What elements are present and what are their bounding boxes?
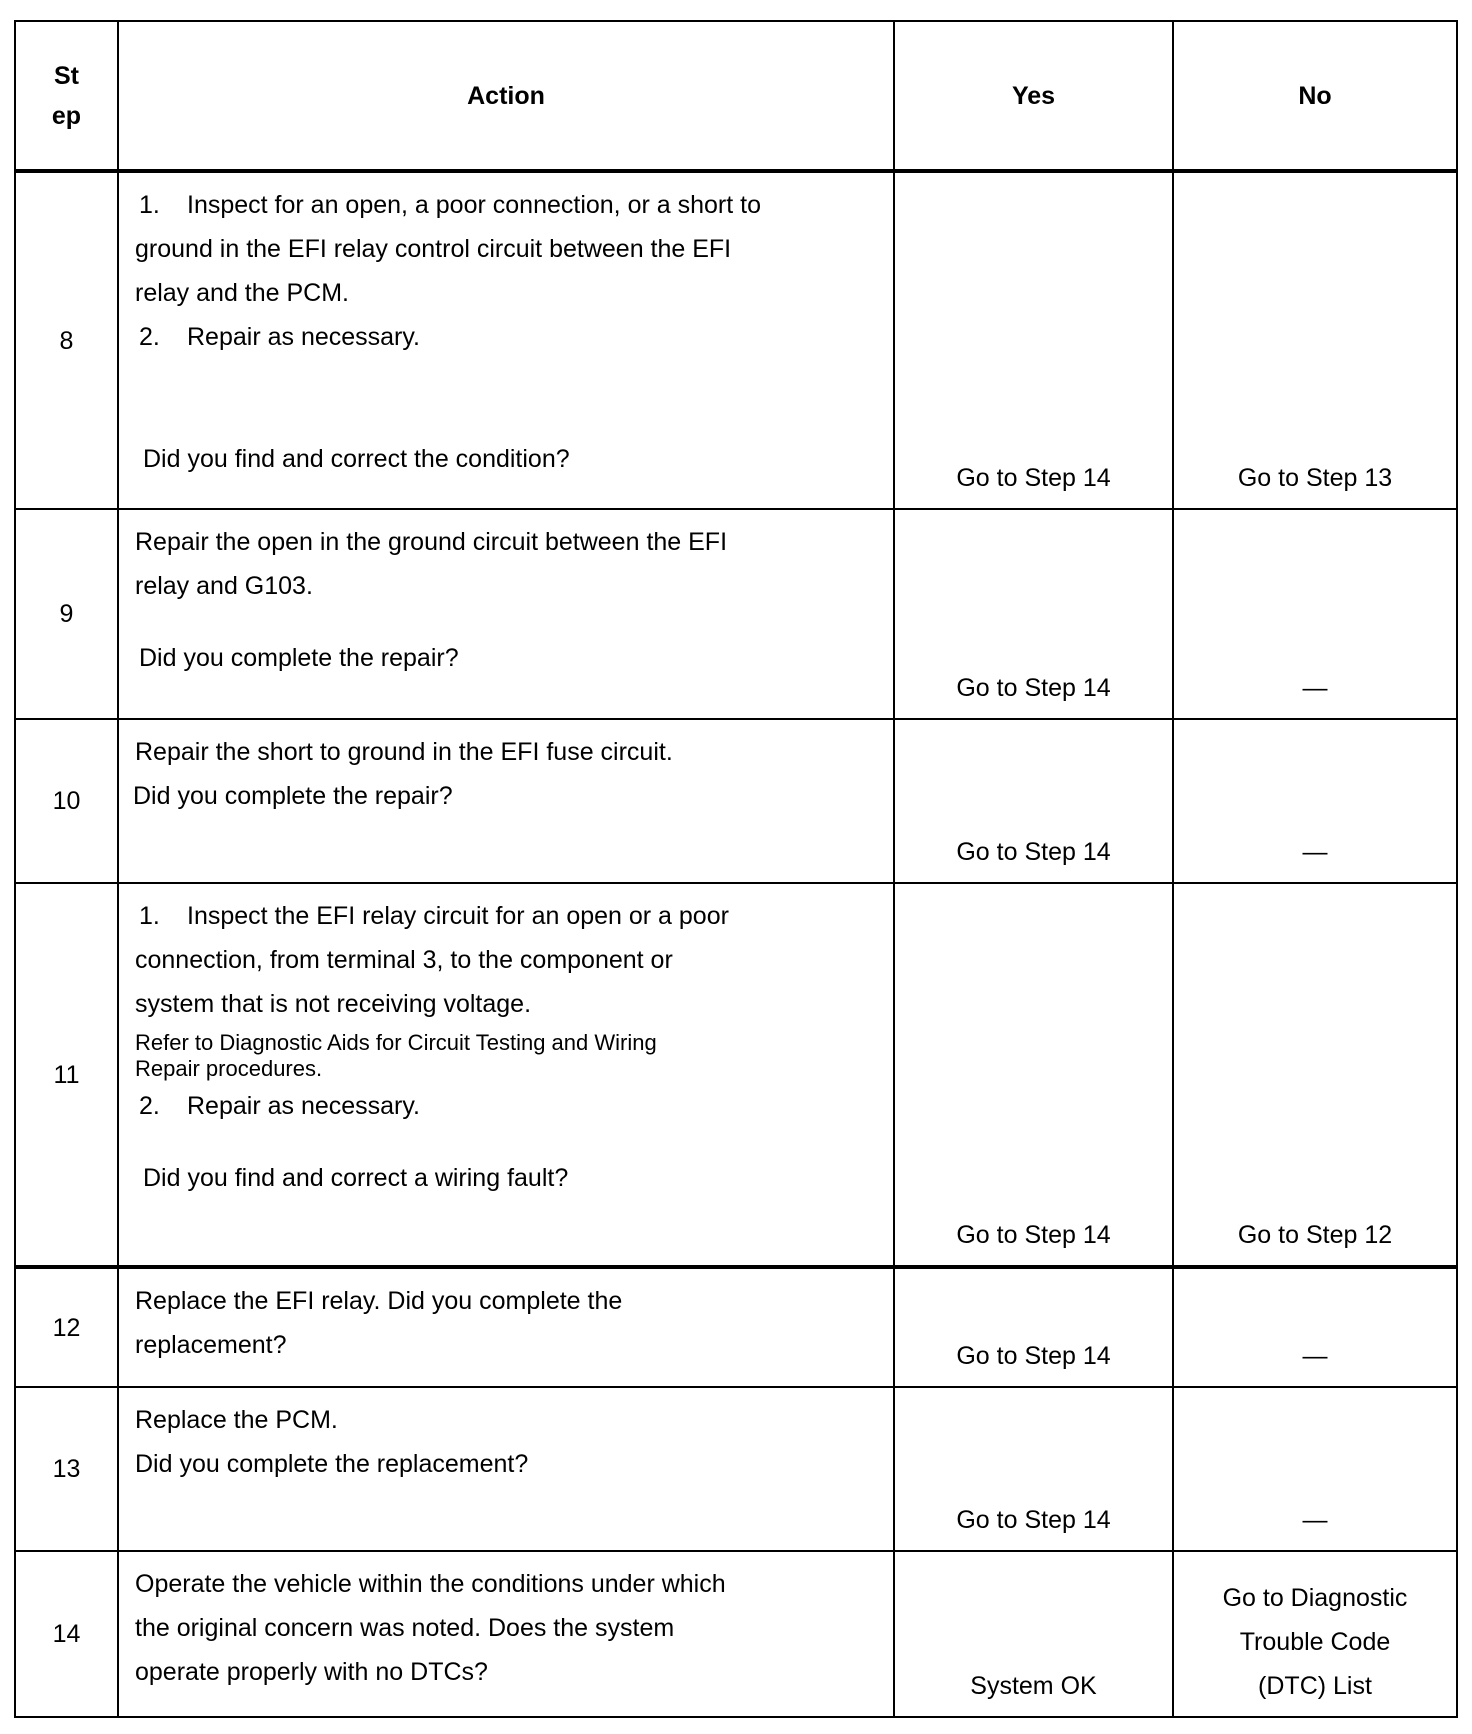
item-number: 2. [139,1092,160,1120]
action-question: Did you find and correct a wiring fault? [143,1164,569,1192]
yes-result: System OK [894,1551,1173,1717]
action-question: Did you find and correct the condition? [143,445,570,473]
action-text: Inspect the EFI relay circuit for an open or a poor [187,902,729,930]
header-step-line1: St [54,61,79,90]
table-row [15,509,1457,719]
table-row [15,171,1457,509]
header-step [15,21,118,171]
header-row [15,21,1457,171]
step-number: 9 [15,509,118,719]
action-line [135,183,879,227]
no-result: — [1173,509,1457,719]
action-line: Repair the open in the ground circuit between the EFI [135,528,728,556]
action-line [135,315,879,359]
no-result: Go to Step 12 [1173,883,1457,1267]
no-result: — [1173,1387,1457,1551]
table-row [15,1551,1457,1717]
no-result: — [1173,1267,1457,1387]
action-question: Did you complete the replacement? [135,1450,529,1478]
action-cell [118,171,894,509]
action-line: ground in the EFI relay control circuit between the EFI [135,235,732,263]
table-row [15,719,1457,883]
action-cell [118,1551,894,1717]
no-result [1173,1551,1457,1717]
action-text: Inspect for an open, a poor connection, or a short to [187,191,761,219]
action-line: system that is not receiving voltage. [135,990,532,1018]
action-line [135,1084,879,1128]
step-number: 14 [15,1551,118,1717]
step-number: 10 [15,719,118,883]
step-number: 13 [15,1387,118,1551]
step-number: 11 [15,883,118,1267]
yes-result: Go to Step 14 [894,171,1173,509]
table-row [15,1387,1457,1551]
note-line: Repair procedures. [135,1056,323,1081]
action-line: Replace the PCM. [135,1406,338,1434]
action-text: Repair as necessary. [187,1092,420,1120]
action-line: operate properly with no DTCs? [135,1658,488,1686]
action-line: relay and the PCM. [135,279,349,307]
action-cell [118,719,894,883]
yes-result: Go to Step 14 [894,509,1173,719]
item-number: 1. [139,191,160,219]
no-result: Go to Step 13 [1173,171,1457,509]
yes-result: Go to Step 14 [894,1387,1173,1551]
header-action: Action [118,21,894,171]
no-result-line: (DTC) List [1258,1672,1372,1700]
action-line: Repair the short to ground in the EFI fuse circuit. [135,738,673,766]
no-result-line: Go to Diagnostic [1222,1584,1408,1612]
item-number: 2. [139,323,160,351]
action-question: Did you complete the repair? [139,644,459,672]
yes-result: Go to Step 14 [894,719,1173,883]
no-result: — [1173,719,1457,883]
action-text: Repair as necessary. [187,323,420,351]
action-cell [118,883,894,1267]
action-cell [118,1387,894,1551]
item-number: 1. [139,902,160,930]
action-note [135,1030,879,1082]
action-line: connection, from terminal 3, to the component or [135,946,673,974]
action-line: relay and G103. [135,572,313,600]
action-line [135,894,879,938]
action-cell [118,1267,894,1387]
table-row [15,883,1457,1267]
diagnostic-table [14,20,1458,1718]
table-row [15,1267,1457,1387]
yes-result: Go to Step 14 [894,883,1173,1267]
header-no: No [1173,21,1457,171]
action-line: Replace the EFI relay. Did you complete the [135,1287,623,1315]
action-line: Operate the vehicle within the conditions under which [135,1570,726,1598]
action-cell [118,509,894,719]
action-line: replacement? [135,1331,287,1359]
step-number: 8 [15,171,118,509]
action-line: the original concern was noted. Does the system [135,1614,675,1642]
no-result-line: Trouble Code [1239,1628,1391,1656]
header-step-line2: ep [51,101,82,130]
action-question: Did you complete the repair? [133,782,453,810]
step-number: 12 [15,1267,118,1387]
note-line: Refer to Diagnostic Aids for Circuit Testing and Wiring [135,1030,657,1055]
header-yes: Yes [894,21,1173,171]
yes-result: Go to Step 14 [894,1267,1173,1387]
